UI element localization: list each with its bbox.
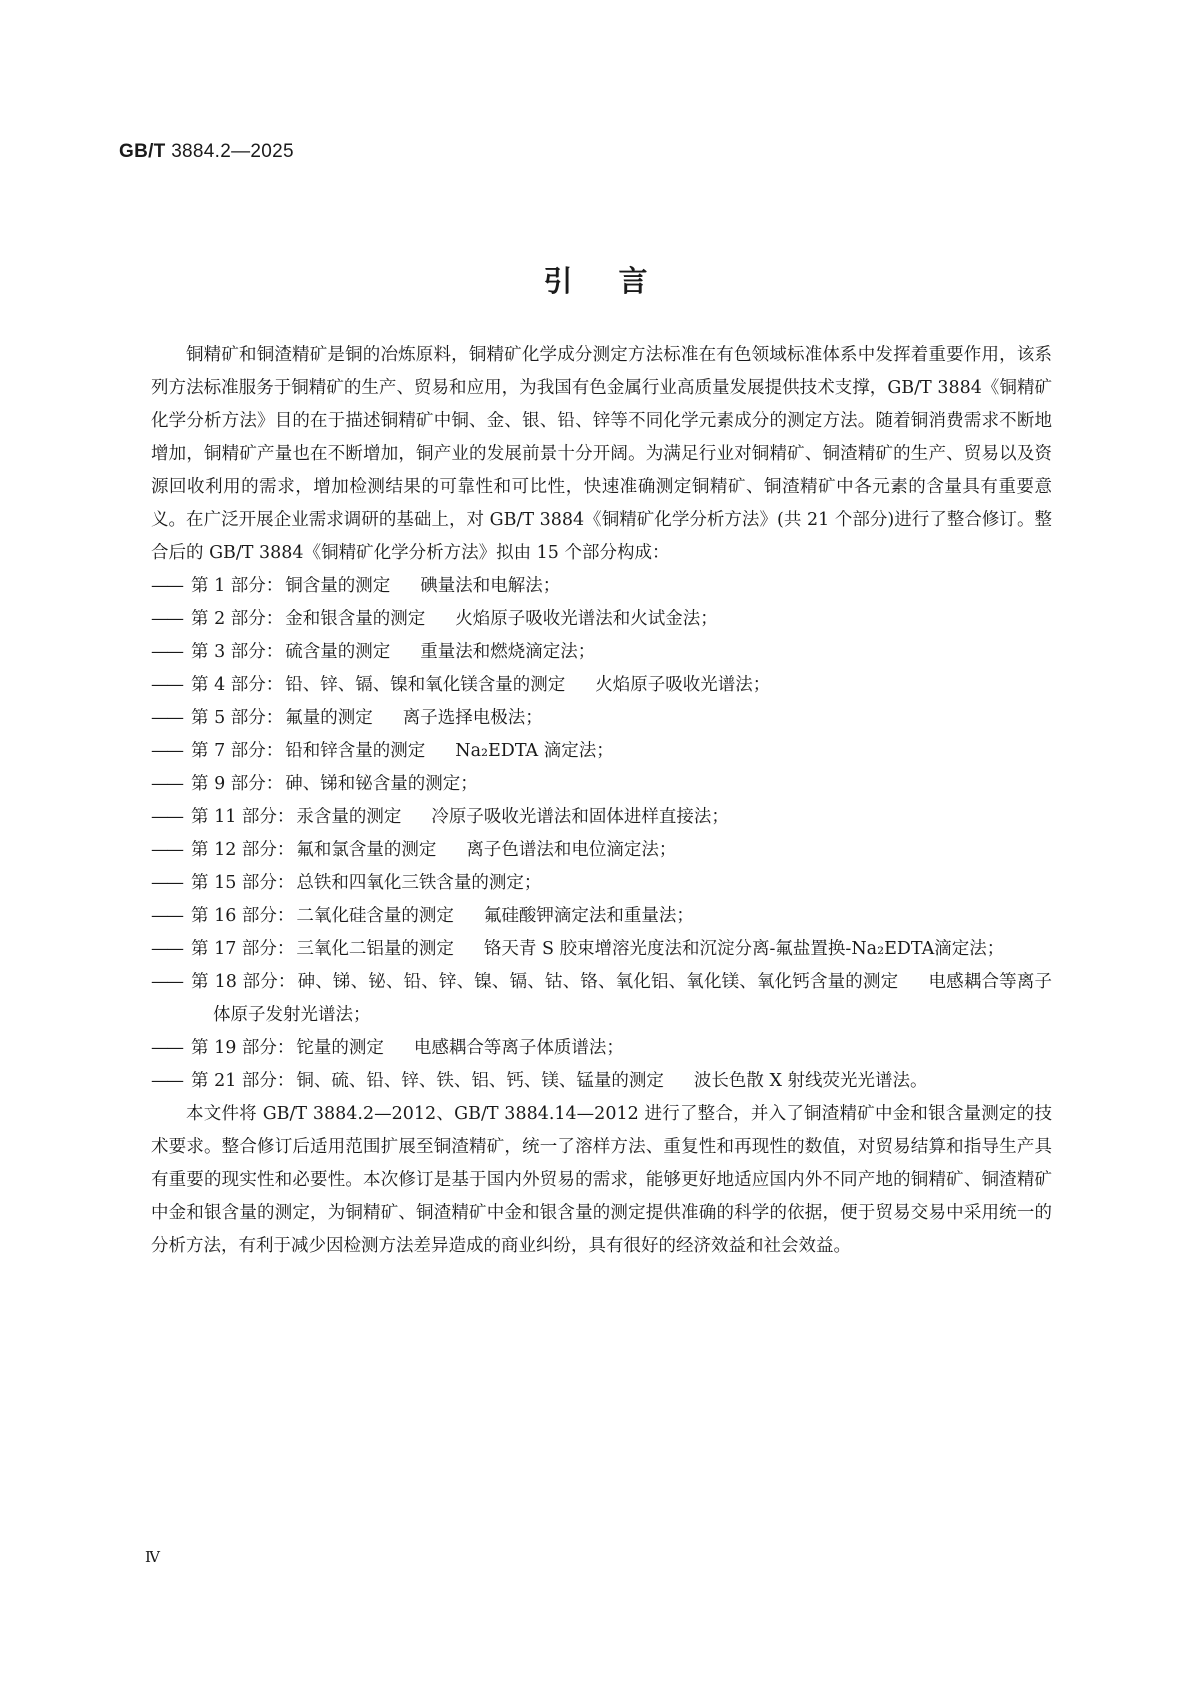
list-item <box>151 768 1052 801</box>
list-dash: —— <box>151 1038 182 1058</box>
part-subject: 砷、锑和铋含量的测定； <box>285 774 478 794</box>
list-dash: —— <box>151 807 182 827</box>
part-subject: 三氧化二铝量的测定 <box>296 939 454 959</box>
part-number: 第 11 部分： <box>191 807 295 827</box>
part-number: 第 15 部分： <box>191 873 295 893</box>
part-number: 第 4 部分： <box>191 675 284 695</box>
part-method: 氟硅酸钾滴定法和重量法； <box>483 906 694 926</box>
part-method: 火焰原子吸收光谱法和火试金法； <box>455 609 718 629</box>
list-dash: —— <box>151 741 182 761</box>
part-method: 离子色谱法和电位滴定法； <box>466 840 677 860</box>
part-subject: 铜、硫、铅、锌、铁、铝、钙、镁、锰量的测定 <box>296 1071 664 1091</box>
part-number: 第 1 部分： <box>191 576 284 596</box>
parts-list <box>151 570 1052 1098</box>
part-method: 铬天青 S 胶束增溶光度法和沉淀分离-氟盐置换-Na₂EDTA滴定法； <box>483 939 1005 959</box>
part-number: 第 16 部分： <box>191 906 295 926</box>
part-subject: 铅和锌含量的测定 <box>285 741 426 761</box>
part-number: 第 2 部分： <box>191 609 284 629</box>
part-method: 重量法和燃烧滴定法； <box>420 642 596 662</box>
list-item <box>151 1032 1052 1065</box>
list-item <box>151 702 1052 735</box>
list-dash: —— <box>151 642 182 662</box>
part-number: 第 17 部分： <box>191 939 295 959</box>
part-number: 第 9 部分： <box>191 774 284 794</box>
part-number: 第 21 部分： <box>191 1071 295 1091</box>
list-item <box>151 735 1052 768</box>
list-dash: —— <box>151 972 182 992</box>
list-item <box>151 966 1052 1032</box>
part-subject: 硫含量的测定 <box>285 642 391 662</box>
list-item <box>151 636 1052 669</box>
list-item <box>151 570 1052 603</box>
part-number: 第 5 部分： <box>191 708 284 728</box>
part-subject: 汞含量的测定 <box>296 807 402 827</box>
list-dash: —— <box>151 609 182 629</box>
part-method: 冷原子吸收光谱法和固体进样直接法； <box>431 807 729 827</box>
part-number: 第 19 部分： <box>191 1038 295 1058</box>
list-dash: —— <box>151 840 182 860</box>
list-item <box>151 900 1052 933</box>
standard-number-header <box>119 141 294 163</box>
part-subject: 氟和氯含量的测定 <box>296 840 437 860</box>
part-method: Na₂EDTA 滴定法； <box>455 741 614 761</box>
list-dash: —— <box>151 675 182 695</box>
page-number: Ⅳ <box>145 1548 160 1566</box>
closing-paragraph: 本文件将 GB/T 3884.2—2012、GB/T 3884.14—2012 进行了整合，并入了铜渣精矿中金和银含量测定的技术要求。整合修订后适用范围扩展至铜渣精矿，统一了溶样方法、重复性和再现性的数值，对贸易结算和指导生产具有重要的现实性和必要性。本次修订是基于国内外贸易的需求，能够更好地适应国内外不同产地的铜精矿、铜渣精矿中金和银含量的测定，为铜精矿、铜渣精矿中金和银含量的测定提供准确的科学的依据，便于贸易交易中采用统一的分析方法，有利于减少因检测方法差异造成的商业纠纷，具有很好的经济效益和社会效益。 <box>151 1104 1052 1256</box>
part-method: 碘量法和电解法； <box>420 576 561 596</box>
document-body <box>151 339 1052 1263</box>
list-item <box>151 603 1052 636</box>
part-subject: 铊量的测定 <box>296 1038 384 1058</box>
part-method: 离子选择电极法； <box>402 708 543 728</box>
part-subject: 总铁和四氧化三铁含量的测定； <box>296 873 542 893</box>
part-subject: 二氧化硅含量的测定 <box>296 906 454 926</box>
part-method: 电感耦合等离子体质谱法； <box>413 1038 624 1058</box>
list-item <box>151 834 1052 867</box>
part-number: 第 7 部分： <box>191 741 284 761</box>
list-dash: —— <box>151 873 182 893</box>
part-subject: 铅、锌、镉、镍和氧化镁含量的测定 <box>285 675 566 695</box>
list-dash: —— <box>151 774 182 794</box>
list-dash: —— <box>151 1071 182 1091</box>
page-title: 引言 <box>543 264 694 299</box>
list-dash: —— <box>151 708 182 728</box>
list-dash: —— <box>151 939 182 959</box>
standard-code: 3884.2—2025 <box>171 141 294 162</box>
list-item <box>151 867 1052 900</box>
part-method: 电感耦合等离子体原子发射光谱法； <box>213 972 1052 1025</box>
list-item <box>151 669 1052 702</box>
list-dash: —— <box>151 906 182 926</box>
list-item <box>151 1065 1052 1098</box>
list-item <box>151 801 1052 834</box>
part-method: 波长色散 X 射线荧光光谱法。 <box>693 1071 928 1091</box>
part-number: 第 3 部分： <box>191 642 284 662</box>
part-number: 第 18 部分： <box>191 972 296 992</box>
intro-paragraph: 铜精矿和铜渣精矿是铜的冶炼原料，铜精矿化学成分测定方法标准在有色领域标准体系中发挥着重要作用，该系列方法标准服务于铜精矿的生产、贸易和应用，为我国有色金属行业高质量发展提供技术支撑，GB/T 3884《铜精矿化学分析方法》目的在于描述铜精矿中铜、金、银、铅、锌等不同化学元素成分的测定方法。随着铜消费需求不断地增加，铜精矿产量也在不断增加，铜产业的发展前景十分开阔。为满足行业对铜精矿、铜渣精矿的生产、贸易以及资源回收利用的需求，增加检测结果的可靠性和可比性，快速准确测定铜精矿、铜渣精矿中各元素的含量具有重要意义。在广泛开展企业需求调研的基础上，对 GB/T 3884《铜精矿化学分析方法》(共 21 个部分)进行了整合修订。整合后的 GB/T 3884《铜精矿化学分析方法》拟由 15 个部分构成： <box>151 345 1052 563</box>
standard-prefix: GB/T <box>119 141 166 162</box>
part-method: 火焰原子吸收光谱法； <box>595 675 771 695</box>
part-subject: 砷、锑、铋、铅、锌、镍、镉、钴、铬、氧化铝、氧化镁、氧化钙含量的测定 <box>297 972 899 992</box>
list-item <box>151 933 1052 966</box>
list-dash: —— <box>151 576 182 596</box>
part-number: 第 12 部分： <box>191 840 295 860</box>
part-subject: 铜含量的测定 <box>285 576 391 596</box>
part-subject: 氟量的测定 <box>285 708 373 728</box>
part-subject: 金和银含量的测定 <box>285 609 426 629</box>
